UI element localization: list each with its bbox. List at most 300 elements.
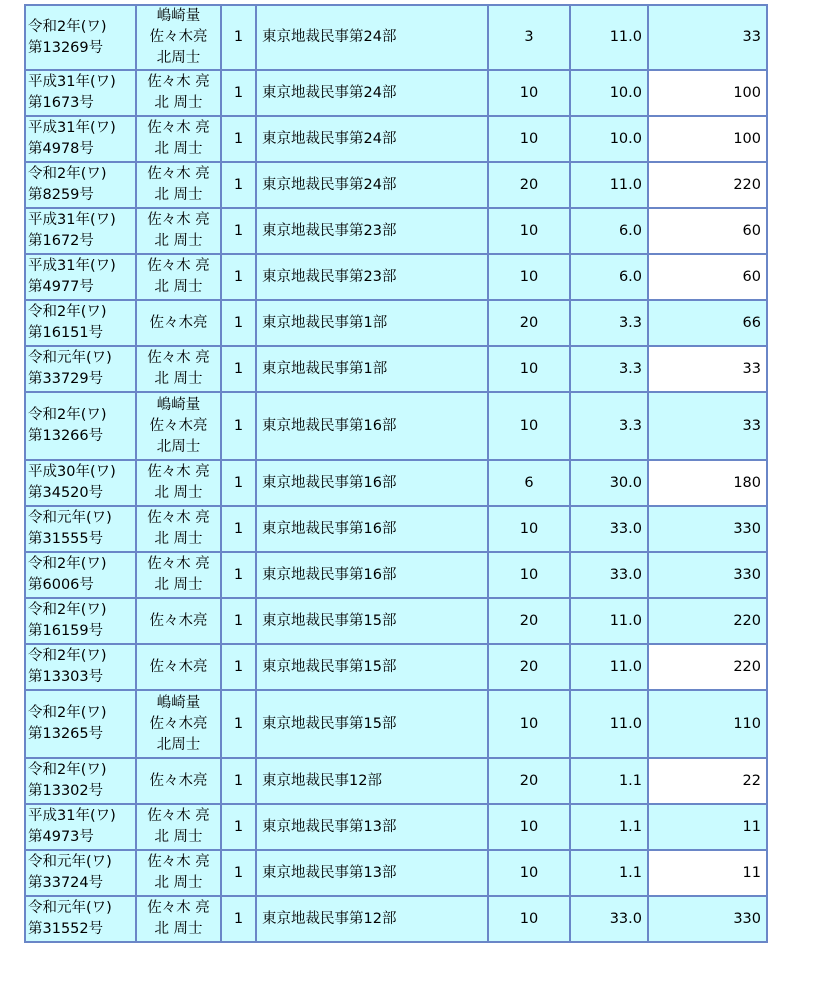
count-value: 1 <box>233 314 244 331</box>
quantity-cell <box>488 300 570 346</box>
attorney-name-line: 佐々木亮 <box>149 658 208 675</box>
case-number-line: 第13302号 <box>28 783 104 799</box>
attorney-names-cell <box>136 300 221 346</box>
attorney-names-cell <box>136 116 221 162</box>
court-value: 東京地裁民事第15部 <box>262 715 397 732</box>
total-cell <box>648 598 767 644</box>
court-value: 東京地裁民事第24部 <box>262 176 397 193</box>
attorney-names-cell <box>136 392 221 460</box>
attorney-name-line: 佐々木亮 <box>149 314 208 331</box>
table-row <box>25 70 767 116</box>
count-value: 1 <box>233 658 244 675</box>
table-row <box>25 254 767 300</box>
count-value: 1 <box>233 29 244 45</box>
attorney-name-line: 佐々木 亮 <box>147 556 210 572</box>
attorney-names-cell <box>136 506 221 552</box>
rate-cell <box>570 254 648 300</box>
attorney-name-line: 佐々木 亮 <box>147 212 210 228</box>
rate-cell <box>570 70 648 116</box>
case-table <box>24 4 768 943</box>
case-number-line: 令和2年(ワ) <box>28 762 107 778</box>
total-cell <box>648 70 767 116</box>
rate-value: 33.0 <box>609 520 642 537</box>
attorney-name-line: 北周士 <box>156 50 201 66</box>
total-value: 330 <box>733 566 761 583</box>
quantity-cell <box>488 506 570 552</box>
total-cell <box>648 300 767 346</box>
total-cell <box>648 254 767 300</box>
quantity-value: 10 <box>519 222 539 239</box>
rate-cell <box>570 162 648 208</box>
court-cell <box>256 116 488 162</box>
attorney-name-line: 佐々木 亮 <box>147 510 210 526</box>
case-number-cell <box>25 804 136 850</box>
table-row <box>25 896 767 942</box>
court-cell <box>256 460 488 506</box>
court-cell <box>256 162 488 208</box>
case-number-cell <box>25 758 136 804</box>
case-number-line: 第4973号 <box>28 829 94 845</box>
count-cell <box>221 804 256 850</box>
attorney-name-line: 北 周士 <box>154 95 203 111</box>
attorney-name-line: 北 周士 <box>154 485 203 501</box>
case-number-cell <box>25 644 136 690</box>
court-value: 東京地裁民事第13部 <box>262 818 397 835</box>
count-value: 1 <box>233 176 244 193</box>
total-cell <box>648 644 767 690</box>
attorney-names-cell <box>136 70 221 116</box>
attorney-name-line: 北 周士 <box>154 279 203 295</box>
case-number-cell <box>25 208 136 254</box>
court-value: 東京地裁民事第16部 <box>262 566 397 583</box>
count-cell <box>221 598 256 644</box>
rate-value: 1.1 <box>618 864 642 881</box>
total-value: 220 <box>733 612 761 629</box>
attorney-name-line: 北 周士 <box>154 829 203 845</box>
court-cell <box>256 804 488 850</box>
quantity-value: 20 <box>519 314 539 331</box>
quantity-value: 10 <box>519 268 539 285</box>
case-number-cell <box>25 5 136 70</box>
rate-cell <box>570 208 648 254</box>
court-cell <box>256 392 488 460</box>
total-value: 33 <box>742 417 761 434</box>
attorney-names-cell <box>136 208 221 254</box>
case-number-line: 第13266号 <box>28 428 104 444</box>
quantity-cell <box>488 804 570 850</box>
case-number-cell <box>25 460 136 506</box>
rate-cell <box>570 116 648 162</box>
rate-cell <box>570 346 648 392</box>
court-cell <box>256 850 488 896</box>
case-number-line: 令和2年(ワ) <box>28 602 107 618</box>
total-cell <box>648 5 767 70</box>
count-cell <box>221 552 256 598</box>
quantity-cell <box>488 116 570 162</box>
total-value: 66 <box>742 314 761 331</box>
case-number-line: 平成31年(ワ) <box>28 212 116 228</box>
total-value: 33 <box>742 29 761 45</box>
case-number-cell <box>25 506 136 552</box>
table-row <box>25 506 767 552</box>
count-value: 1 <box>233 612 244 629</box>
court-value: 東京地裁民事第16部 <box>262 474 397 491</box>
quantity-cell <box>488 346 570 392</box>
court-value: 東京地裁民事第24部 <box>262 29 397 45</box>
total-cell <box>648 690 767 758</box>
case-number-line: 第1673号 <box>28 95 94 111</box>
total-cell <box>648 758 767 804</box>
rate-value: 3.3 <box>618 314 642 331</box>
court-value: 東京地裁民事第24部 <box>262 130 397 147</box>
quantity-value: 20 <box>519 612 539 629</box>
court-cell <box>256 552 488 598</box>
quantity-value: 10 <box>519 715 539 732</box>
case-number-line: 令和元年(ワ) <box>28 854 112 870</box>
total-cell <box>648 346 767 392</box>
total-value: 11 <box>742 864 761 881</box>
total-value: 110 <box>733 715 761 732</box>
court-cell <box>256 644 488 690</box>
table-row <box>25 552 767 598</box>
count-cell <box>221 254 256 300</box>
total-cell <box>648 552 767 598</box>
count-value: 1 <box>233 520 244 537</box>
total-value: 100 <box>733 130 761 147</box>
case-number-line: 平成31年(ワ) <box>28 120 116 136</box>
rate-value: 10.0 <box>609 130 642 147</box>
attorney-name-line: 北 周士 <box>154 141 203 157</box>
attorney-name-line: 佐々木亮 <box>149 612 208 629</box>
quantity-cell <box>488 758 570 804</box>
table-row <box>25 5 767 70</box>
count-value: 1 <box>233 910 244 927</box>
rate-value: 11.0 <box>609 176 642 193</box>
total-cell <box>648 392 767 460</box>
case-number-line: 令和2年(ワ) <box>28 556 107 572</box>
case-number-cell <box>25 552 136 598</box>
case-number-cell <box>25 254 136 300</box>
rate-cell <box>570 896 648 942</box>
rate-value: 11.0 <box>609 612 642 629</box>
attorney-names-cell <box>136 552 221 598</box>
attorney-name-line: 北 周士 <box>154 187 203 203</box>
rate-cell <box>570 300 648 346</box>
quantity-cell <box>488 644 570 690</box>
rate-cell <box>570 644 648 690</box>
case-number-cell <box>25 70 136 116</box>
case-number-line: 第33729号 <box>28 371 104 387</box>
total-value: 100 <box>733 84 761 101</box>
case-number-line: 令和元年(ワ) <box>28 900 112 916</box>
case-number-line: 平成31年(ワ) <box>28 74 116 90</box>
quantity-value: 10 <box>519 566 539 583</box>
count-cell <box>221 506 256 552</box>
quantity-cell <box>488 392 570 460</box>
rate-value: 11.0 <box>609 29 642 45</box>
table-row <box>25 346 767 392</box>
count-cell <box>221 758 256 804</box>
rate-value: 33.0 <box>609 566 642 583</box>
table-row <box>25 392 767 460</box>
attorney-name-line: 佐々木 亮 <box>147 854 210 870</box>
rate-cell <box>570 758 648 804</box>
case-number-line: 令和2年(ワ) <box>28 18 107 35</box>
attorney-name-line: 北 周士 <box>154 577 203 593</box>
court-cell <box>256 5 488 70</box>
court-cell <box>256 896 488 942</box>
count-value: 1 <box>233 360 244 377</box>
quantity-value: 10 <box>519 520 539 537</box>
rate-value: 3.3 <box>618 417 642 434</box>
quantity-value: 20 <box>519 772 539 789</box>
attorney-name-line: 佐々木 亮 <box>147 900 210 916</box>
count-value: 1 <box>233 130 244 147</box>
rate-value: 1.1 <box>618 818 642 835</box>
case-number-cell <box>25 162 136 208</box>
table-row <box>25 162 767 208</box>
rate-value: 33.0 <box>609 910 642 927</box>
court-value: 東京地裁民事第16部 <box>262 417 397 434</box>
case-number-line: 平成31年(ワ) <box>28 808 116 824</box>
court-cell <box>256 690 488 758</box>
case-number-line: 第6006号 <box>28 577 94 593</box>
court-value: 東京地裁民事第24部 <box>262 84 397 101</box>
case-number-cell <box>25 300 136 346</box>
total-value: 60 <box>742 222 761 239</box>
total-value: 22 <box>742 772 761 789</box>
case-number-cell <box>25 850 136 896</box>
case-number-line: 第16159号 <box>28 623 104 639</box>
case-number-line: 第34520号 <box>28 485 104 501</box>
attorney-name-line: 佐々木 亮 <box>147 464 210 480</box>
case-number-line: 第1672号 <box>28 233 94 249</box>
total-value: 180 <box>733 474 761 491</box>
total-value: 33 <box>742 360 761 377</box>
table-row <box>25 758 767 804</box>
attorney-name-line: 北 周士 <box>154 233 203 249</box>
attorney-name-line: 北周士 <box>156 736 201 753</box>
table-row <box>25 208 767 254</box>
total-value: 220 <box>733 176 761 193</box>
quantity-cell <box>488 70 570 116</box>
court-value: 東京地裁民事第23部 <box>262 222 397 239</box>
attorney-name-line: 北周士 <box>156 438 201 455</box>
table-row <box>25 300 767 346</box>
quantity-value: 10 <box>519 84 539 101</box>
rate-value: 10.0 <box>609 84 642 101</box>
case-number-cell <box>25 116 136 162</box>
court-cell <box>256 598 488 644</box>
rate-value: 6.0 <box>618 222 642 239</box>
court-cell <box>256 208 488 254</box>
case-number-line: 第33724号 <box>28 875 104 891</box>
rate-cell <box>570 460 648 506</box>
count-cell <box>221 116 256 162</box>
total-cell <box>648 506 767 552</box>
case-number-line: 第13269号 <box>28 39 104 56</box>
total-value: 220 <box>733 658 761 675</box>
count-cell <box>221 346 256 392</box>
case-number-line: 令和2年(ワ) <box>28 304 107 320</box>
case-number-line: 第4978号 <box>28 141 94 157</box>
attorney-names-cell <box>136 460 221 506</box>
case-number-cell <box>25 690 136 758</box>
quantity-value: 10 <box>519 864 539 881</box>
quantity-cell <box>488 162 570 208</box>
count-cell <box>221 208 256 254</box>
attorney-name-line: 佐々木 亮 <box>147 258 210 274</box>
attorney-names-cell <box>136 644 221 690</box>
quantity-value: 10 <box>519 130 539 147</box>
attorney-name-line: 佐々木 亮 <box>147 350 210 366</box>
rate-cell <box>570 5 648 70</box>
court-value: 東京地裁民事第23部 <box>262 268 397 285</box>
table-row <box>25 116 767 162</box>
quantity-value: 10 <box>519 818 539 835</box>
case-number-line: 平成30年(ワ) <box>28 464 116 480</box>
count-value: 1 <box>233 715 244 732</box>
court-value: 東京地裁民事12部 <box>262 772 382 789</box>
count-cell <box>221 5 256 70</box>
count-cell <box>221 460 256 506</box>
attorney-name-line: 佐々木亮 <box>149 417 208 434</box>
case-number-line: 令和2年(ワ) <box>28 705 107 721</box>
case-number-cell <box>25 346 136 392</box>
rate-value: 3.3 <box>618 360 642 377</box>
attorney-name-line: 嶋崎量 <box>156 8 201 24</box>
rate-cell <box>570 804 648 850</box>
attorney-name-line: 佐々木 亮 <box>147 74 210 90</box>
table-row <box>25 850 767 896</box>
table-row <box>25 644 767 690</box>
attorney-name-line: 嶋崎量 <box>156 694 201 711</box>
quantity-cell <box>488 598 570 644</box>
total-cell <box>648 162 767 208</box>
attorney-names-cell <box>136 254 221 300</box>
count-cell <box>221 392 256 460</box>
attorney-name-line: 北 周士 <box>154 531 203 547</box>
total-value: 60 <box>742 268 761 285</box>
court-cell <box>256 70 488 116</box>
attorney-names-cell <box>136 598 221 644</box>
rate-cell <box>570 598 648 644</box>
count-value: 1 <box>233 268 244 285</box>
count-value: 1 <box>233 417 244 434</box>
quantity-cell <box>488 896 570 942</box>
quantity-value: 20 <box>519 176 539 193</box>
attorney-name-line: 佐々木 亮 <box>147 808 210 824</box>
quantity-cell <box>488 208 570 254</box>
count-cell <box>221 644 256 690</box>
count-cell <box>221 690 256 758</box>
attorney-names-cell <box>136 690 221 758</box>
case-number-cell <box>25 598 136 644</box>
quantity-cell <box>488 690 570 758</box>
court-cell <box>256 506 488 552</box>
attorney-name-line: 佐々木 亮 <box>147 166 210 182</box>
rate-cell <box>570 552 648 598</box>
count-value: 1 <box>233 772 244 789</box>
court-cell <box>256 758 488 804</box>
rate-cell <box>570 392 648 460</box>
quantity-cell <box>488 254 570 300</box>
count-value: 1 <box>233 84 244 101</box>
rate-value: 11.0 <box>609 715 642 732</box>
quantity-cell <box>488 850 570 896</box>
count-value: 1 <box>233 222 244 239</box>
case-number-line: 第16151号 <box>28 325 104 341</box>
count-cell <box>221 850 256 896</box>
case-number-line: 令和元年(ワ) <box>28 350 112 366</box>
rate-value: 11.0 <box>609 658 642 675</box>
table-row <box>25 804 767 850</box>
case-number-line: 令和2年(ワ) <box>28 407 107 423</box>
rate-cell <box>570 506 648 552</box>
attorney-names-cell <box>136 346 221 392</box>
court-value: 東京地裁民事第1部 <box>262 360 388 377</box>
quantity-value: 10 <box>519 910 539 927</box>
rate-cell <box>570 850 648 896</box>
attorney-name-line: 北 周士 <box>154 921 203 937</box>
attorney-names-cell <box>136 5 221 70</box>
case-number-line: 令和2年(ワ) <box>28 648 107 664</box>
total-value: 11 <box>742 818 761 835</box>
case-number-line: 令和2年(ワ) <box>28 166 107 182</box>
attorney-name-line: 北 周士 <box>154 875 203 891</box>
quantity-value: 10 <box>519 360 539 377</box>
case-number-line: 第31552号 <box>28 921 104 937</box>
attorney-names-cell <box>136 758 221 804</box>
attorney-name-line: 北 周士 <box>154 371 203 387</box>
total-value: 330 <box>733 520 761 537</box>
court-cell <box>256 346 488 392</box>
count-value: 1 <box>233 474 244 491</box>
court-value: 東京地裁民事第13部 <box>262 864 397 881</box>
attorney-name-line: 嶋崎量 <box>156 396 201 413</box>
attorney-names-cell <box>136 896 221 942</box>
court-value: 東京地裁民事第15部 <box>262 612 397 629</box>
table-row <box>25 690 767 758</box>
court-cell <box>256 300 488 346</box>
count-cell <box>221 300 256 346</box>
table-row <box>25 598 767 644</box>
count-value: 1 <box>233 818 244 835</box>
rate-cell <box>570 690 648 758</box>
count-value: 1 <box>233 566 244 583</box>
attorney-name-line: 佐々木亮 <box>149 772 208 789</box>
case-number-line: 第4977号 <box>28 279 94 295</box>
total-cell <box>648 896 767 942</box>
quantity-cell <box>488 5 570 70</box>
quantity-value: 3 <box>524 29 534 45</box>
case-number-line: 第8259号 <box>28 187 94 203</box>
total-cell <box>648 116 767 162</box>
quantity-cell <box>488 460 570 506</box>
court-value: 東京地裁民事第15部 <box>262 658 397 675</box>
case-number-line: 第13265号 <box>28 726 104 742</box>
case-number-line: 令和元年(ワ) <box>28 510 112 526</box>
count-cell <box>221 896 256 942</box>
case-number-cell <box>25 896 136 942</box>
case-number-cell <box>25 392 136 460</box>
court-value: 東京地裁民事第16部 <box>262 520 397 537</box>
attorney-names-cell <box>136 162 221 208</box>
case-table-body <box>25 5 767 942</box>
quantity-cell <box>488 552 570 598</box>
court-value: 東京地裁民事第1部 <box>262 314 388 331</box>
case-number-line: 第31555号 <box>28 531 104 547</box>
